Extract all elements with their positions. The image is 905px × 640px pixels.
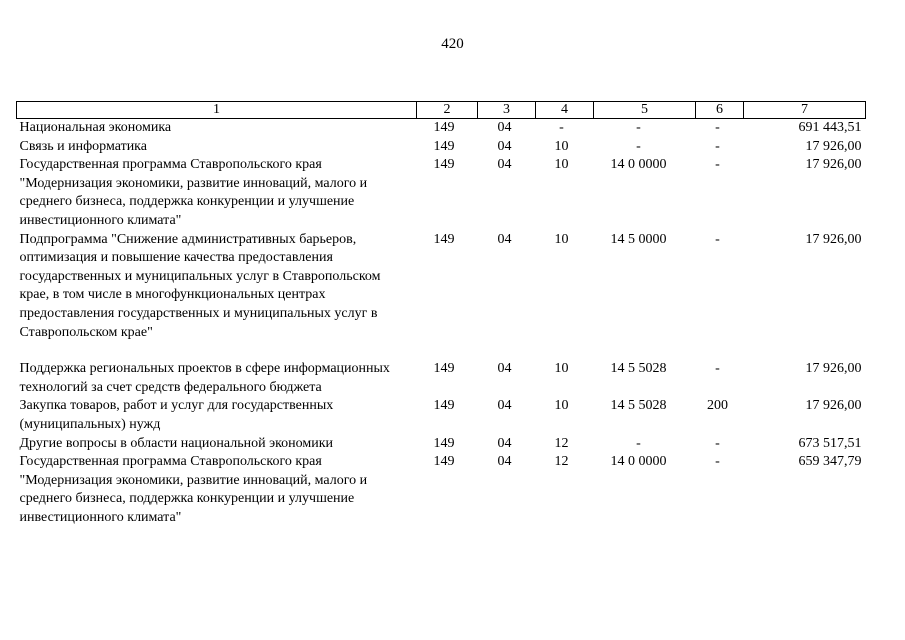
header-col-6: 6 [696,102,744,119]
row-target-article: 14 5 0000 [610,231,667,247]
row-name: Поддержка региональных проектов в сфере информационных технологий за счет средств федерального бюджета [19,361,390,395]
table-row [17,156,866,230]
row-gr: 149 [433,361,455,377]
row-section: 04 [497,361,512,377]
header-col-5: 5 [594,102,696,119]
row-target-article: - [636,435,641,451]
row-section: 04 [497,454,512,470]
row-name: Государственная программа Ставропольского края "Модернизация экономики, развитие инноваций, малого и среднего бизнеса, поддержка конкуренции и улучшение инвестиционного климата" [19,157,368,228]
table-row [17,397,866,434]
spacer-cell [17,342,866,360]
row-amount: 17 926,00 [805,361,862,377]
row-subsection: 10 [554,138,569,154]
header-col-7: 7 [744,102,866,119]
row-section: 04 [497,398,512,414]
table-row [17,453,866,527]
header-row [17,102,866,119]
row-subsection: 10 [554,157,569,173]
row-subsection: 10 [554,361,569,377]
row-target-article: - [636,138,641,154]
row-section: 04 [497,120,512,135]
row-amount: 673 517,51 [798,435,862,451]
table-row [17,119,866,138]
row-gr: 149 [433,398,455,414]
header-col-2: 2 [417,102,478,119]
row-expense-type: - [715,120,720,135]
header-col-3: 3 [478,102,536,119]
row-target-article: 14 5 5028 [610,398,667,414]
row-expense-type: - [715,138,720,154]
spacer-row [17,342,866,360]
row-name: Государственная программа Ставропольского края "Модернизация экономики, развитие инноваций, малого и среднего бизнеса, поддержка конкуренции и улучшение инвестиционного климата" [19,454,368,525]
row-subsection: 12 [554,454,569,470]
row-section: 04 [497,435,512,451]
row-amount: 17 926,00 [805,231,862,247]
row-amount: 17 926,00 [805,138,862,154]
row-target-article: 14 0 0000 [610,157,667,173]
row-section: 04 [497,231,512,247]
row-amount: 17 926,00 [805,398,862,414]
table-header [17,102,866,119]
row-gr: 149 [433,120,455,135]
budget-table [16,101,866,527]
row-amount: 691 443,51 [798,120,862,135]
table-row [17,138,866,157]
row-gr: 149 [433,138,455,154]
row-name: Закупка товаров, работ и услуг для государственных (муниципальных) нужд [19,398,334,432]
row-amount: 17 926,00 [805,157,862,173]
row-expense-type: - [715,157,720,173]
table-row [17,435,866,454]
row-expense-type: - [715,231,720,247]
header-col-4: 4 [536,102,594,119]
row-expense-type: - [715,454,720,470]
row-section: 04 [497,138,512,154]
row-gr: 149 [433,157,455,173]
row-expense-type: - [715,361,720,377]
header-col-1: 1 [17,102,417,119]
row-target-article: 14 0 0000 [610,454,667,470]
row-target-article: - [636,120,641,135]
row-subsection: 10 [554,398,569,414]
row-amount: 659 347,79 [798,454,862,470]
row-name: Связь и информатика [19,138,147,154]
row-name: Национальная экономика [19,120,172,135]
row-gr: 149 [433,454,455,470]
row-subsection: 10 [554,231,569,247]
page-number: 420 [441,36,464,52]
row-name: Подпрограмма "Снижение административных барьеров, оптимизация и повышение качества предоставления государственных и муниципальных услуг в Ставропольском крае, в том числе в многофункциональных центрах предоставления государственных и муниципальных услуг в Ставропольском крае" [19,231,381,340]
row-expense-type: 200 [707,398,728,414]
row-subsection: 12 [554,435,569,451]
row-subsection: - [559,120,564,135]
row-expense-type: - [715,435,720,451]
row-gr: 149 [433,231,455,247]
table-row [17,360,866,397]
row-name: Другие вопросы в области национальной экономики [19,435,334,451]
table-row [17,231,866,343]
row-section: 04 [497,157,512,173]
row-target-article: 14 5 5028 [610,361,667,377]
row-gr: 149 [433,435,455,451]
